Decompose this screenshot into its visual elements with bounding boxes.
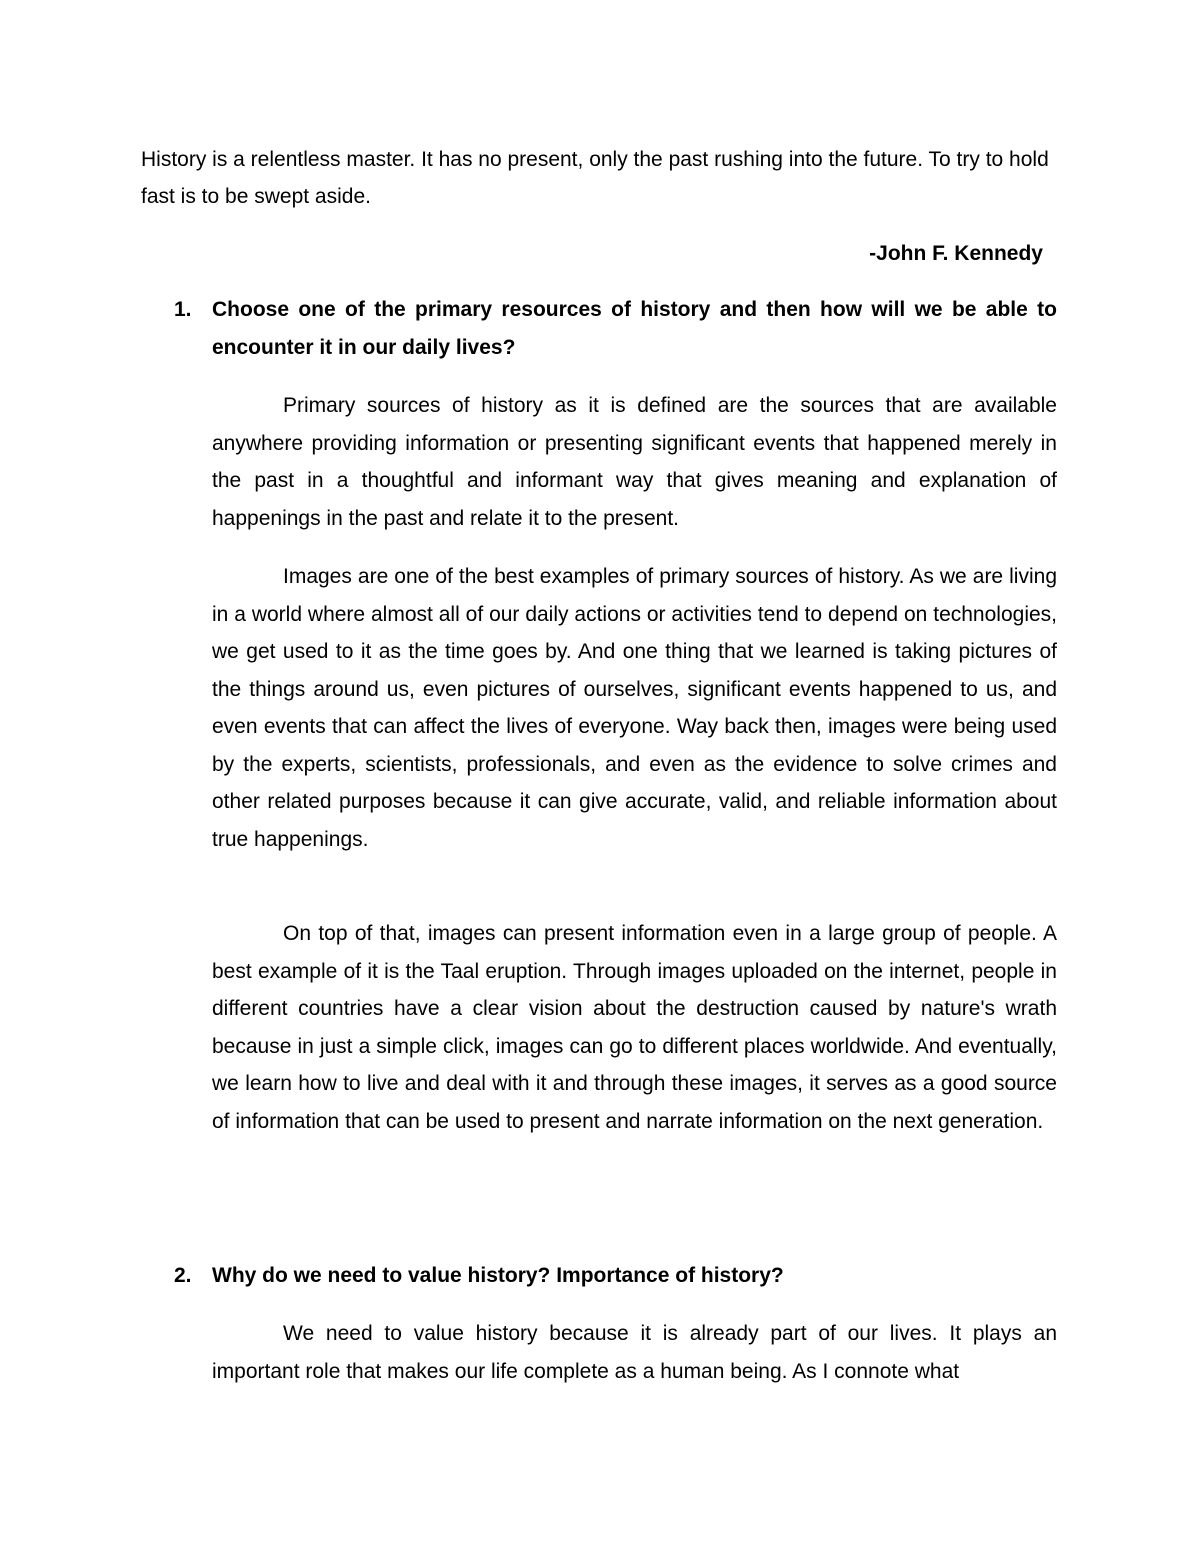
question-2-number: 2. [174,1264,192,1287]
question-2-heading [174,1257,1057,1295]
answer-1-paragraph-1: Primary sources of history as it is defined are the sources that are available anywhere providing information or presenting significant events that happened merely in the past in a thoughtful and informant way that gives meaning and explanation of happenings in the past and relate it to the present. [212,394,1057,530]
answer-2-paragraph-1: We need to value history because it is already part of our lives. It plays an important role that makes our life complete as a human being. As I connote what [212,1322,1057,1383]
question-1-number: 1. [174,298,192,321]
answer-1-paragraph-3: On top of that, images can present information even in a large group of people. A best example of it is the Taal eruption. Through images uploaded on the internet, people in different countries have a clear vision about the destruction caused by nature's wrath because in just a simple click, images can go to different places worldwide. And eventually, we learn how to live and deal with it and through these images, it serves as a good source of information that can be used to present and narrate information on the next generation. [212,922,1057,1133]
question-2-text: Why do we need to value history? Importance of history? [212,1264,784,1287]
epigraph-quote: History is a relentless master. It has no present, only the past rushing into the future. To try to hold fast is to be swept aside. [141,148,1049,208]
epigraph-author: -John F. Kennedy [869,242,1043,265]
question-1-heading [174,291,1057,367]
answer-1-paragraph-2: Images are one of the best examples of primary sources of history. As we are living in a world where almost all of our daily actions or activities tend to depend on technologies, we get used to it as the time goes by. And one thing that we learned is taking pictures of the things around us, even pictures of ourselves, significant events happened to us, and even events that can affect the lives of everyone. Way back then, images were being used by the experts, scientists, professionals, and even as the evidence to solve crimes and other related purposes because it can give accurate, valid, and reliable information about true happenings. [212,565,1057,851]
question-1-text: Choose one of the primary resources of history and then how will we be able to encounter it in our daily lives? [212,298,1057,359]
